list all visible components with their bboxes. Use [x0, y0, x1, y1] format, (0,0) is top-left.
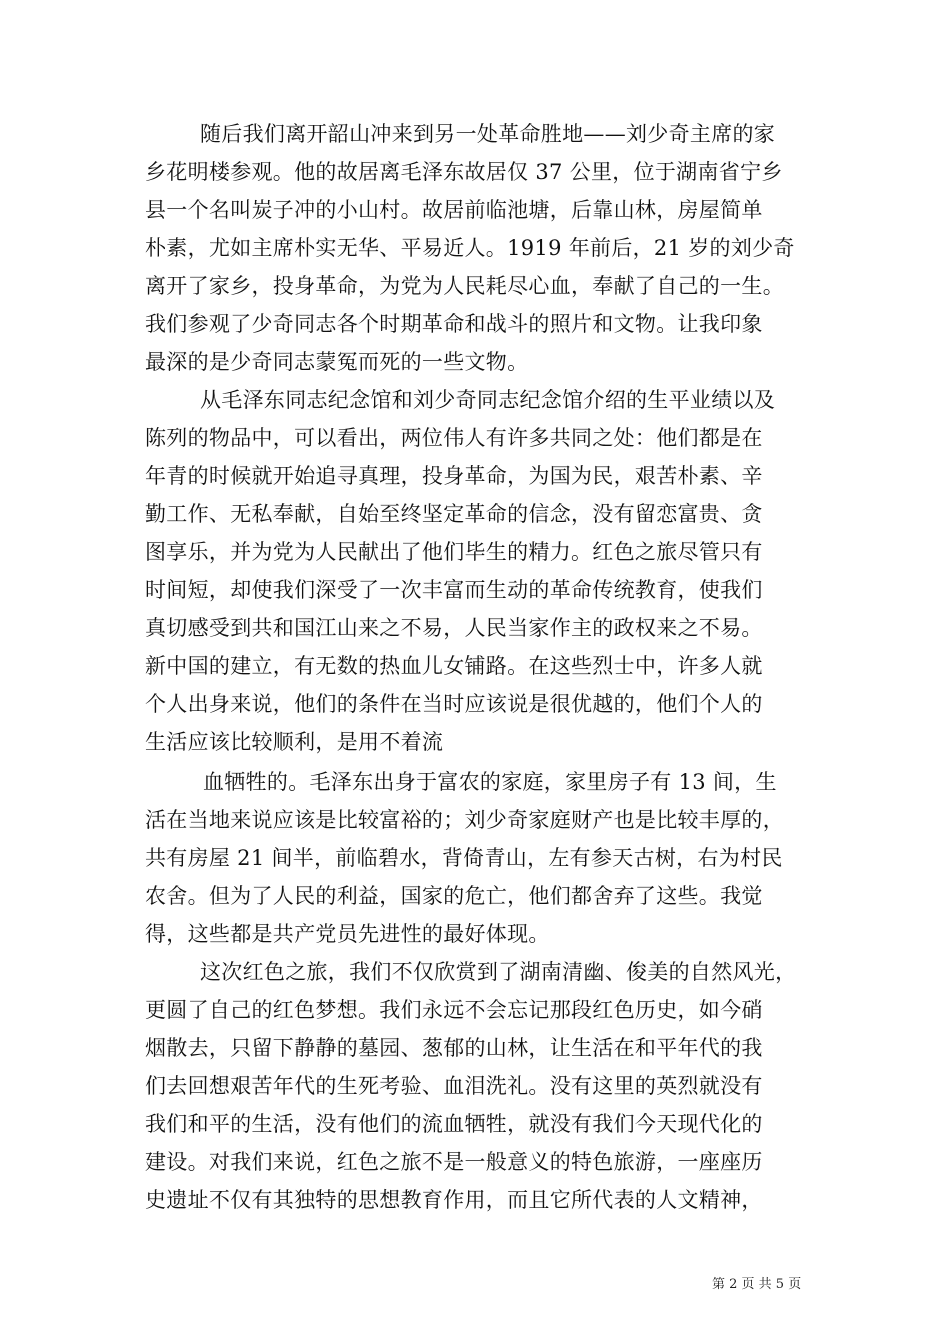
text-line: 建设。对我们来说，红色之旅不是一般意义的特色旅游，一座座历 — [145, 1150, 763, 1174]
text-line: 农舍。但为了人民的利益，国家的危亡，他们都舍弃了这些。我觉 — [145, 884, 763, 908]
text-line: 随后我们离开韶山冲来到另一处革命胜地——刘少奇主席的家 — [200, 122, 776, 146]
text-line: 年青的时候就开始追寻真理，投身革命，为国为民，艰苦朴素、辛 — [145, 464, 763, 488]
text-line: 新中国的建立，有无数的热血儿女铺路。在这些烈士中，许多人就 — [145, 654, 763, 678]
text-line: 血牺牲的。毛泽东出身于富农的家庭，家里房子有 13 间，生 — [203, 770, 777, 794]
text-line: 共有房屋 21 间半，前临碧水，背倚青山，左有参天古树，右为村民 — [145, 846, 783, 870]
text-line: 我们参观了少奇同志各个时期革命和战斗的照片和文物。让我印象 — [145, 312, 763, 336]
text-line: 朴素，尤如主席朴实无华、平易近人。1919 年前后，21 岁的刘少奇 — [145, 236, 795, 260]
text-line: 生活应该比较顺利，是用不着流 — [145, 730, 444, 754]
text-line: 时间短，却使我们深受了一次丰富而生动的革命传统教育，使我们 — [145, 578, 763, 602]
text-line: 陈列的物品中，可以看出，两位伟人有许多共同之处：他们都是在 — [145, 426, 763, 450]
text-line: 图享乐，并为党为人民献出了他们毕生的精力。红色之旅尽管只有 — [145, 540, 763, 564]
text-line: 得，这些都是共产党员先进性的最好体现。 — [145, 922, 550, 946]
text-line: 勤工作、无私奉献，自始至终坚定革命的信念，没有留恋富贵、贪 — [145, 502, 763, 526]
text-line: 这次红色之旅，我们不仅欣赏到了湖南清幽、俊美的自然风光， — [200, 960, 797, 984]
text-line: 个人出身来说，他们的条件在当时应该说是很优越的，他们个人的 — [145, 692, 763, 716]
text-line: 从毛泽东同志纪念馆和刘少奇同志纪念馆介绍的生平业绩以及 — [200, 388, 776, 412]
text-line: 史遗址不仅有其独特的思想教育作用，而且它所代表的人文精神， — [145, 1188, 763, 1212]
text-line: 们去回想艰苦年代的生死考验、血泪洗礼。没有这里的英烈就没有 — [145, 1074, 763, 1098]
text-line: 真切感受到共和国江山来之不易，人民当家作主的政权来之不易。 — [145, 616, 763, 640]
text-line: 活在当地来说应该是比较富裕的；刘少奇家庭财产也是比较丰厚的， — [145, 808, 784, 832]
text-line: 乡花明楼参观。他的故居离毛泽东故居仅 37 公里，位于湖南省宁乡 — [145, 160, 783, 184]
text-line: 离开了家乡，投身革命，为党为人民耗尽心血，奉献了自己的一生。 — [145, 274, 784, 298]
text-line: 更圆了自己的红色梦想。我们永远不会忘记那段红色历史，如今硝 — [145, 998, 763, 1022]
text-line: 我们和平的生活，没有他们的流血牺牲，就没有我们今天现代化的 — [145, 1112, 763, 1136]
text-line: 最深的是少奇同志蒙冤而死的一些文物。 — [145, 350, 529, 374]
text-line: 烟散去，只留下静静的墓园、葱郁的山林，让生活在和平年代的我 — [145, 1036, 763, 1060]
text-line: 县一个名叫炭子冲的小山村。故居前临池塘，后靠山林，房屋简单 — [145, 198, 763, 222]
page-number: 第 2 页 共 5 页 — [712, 1277, 802, 1292]
